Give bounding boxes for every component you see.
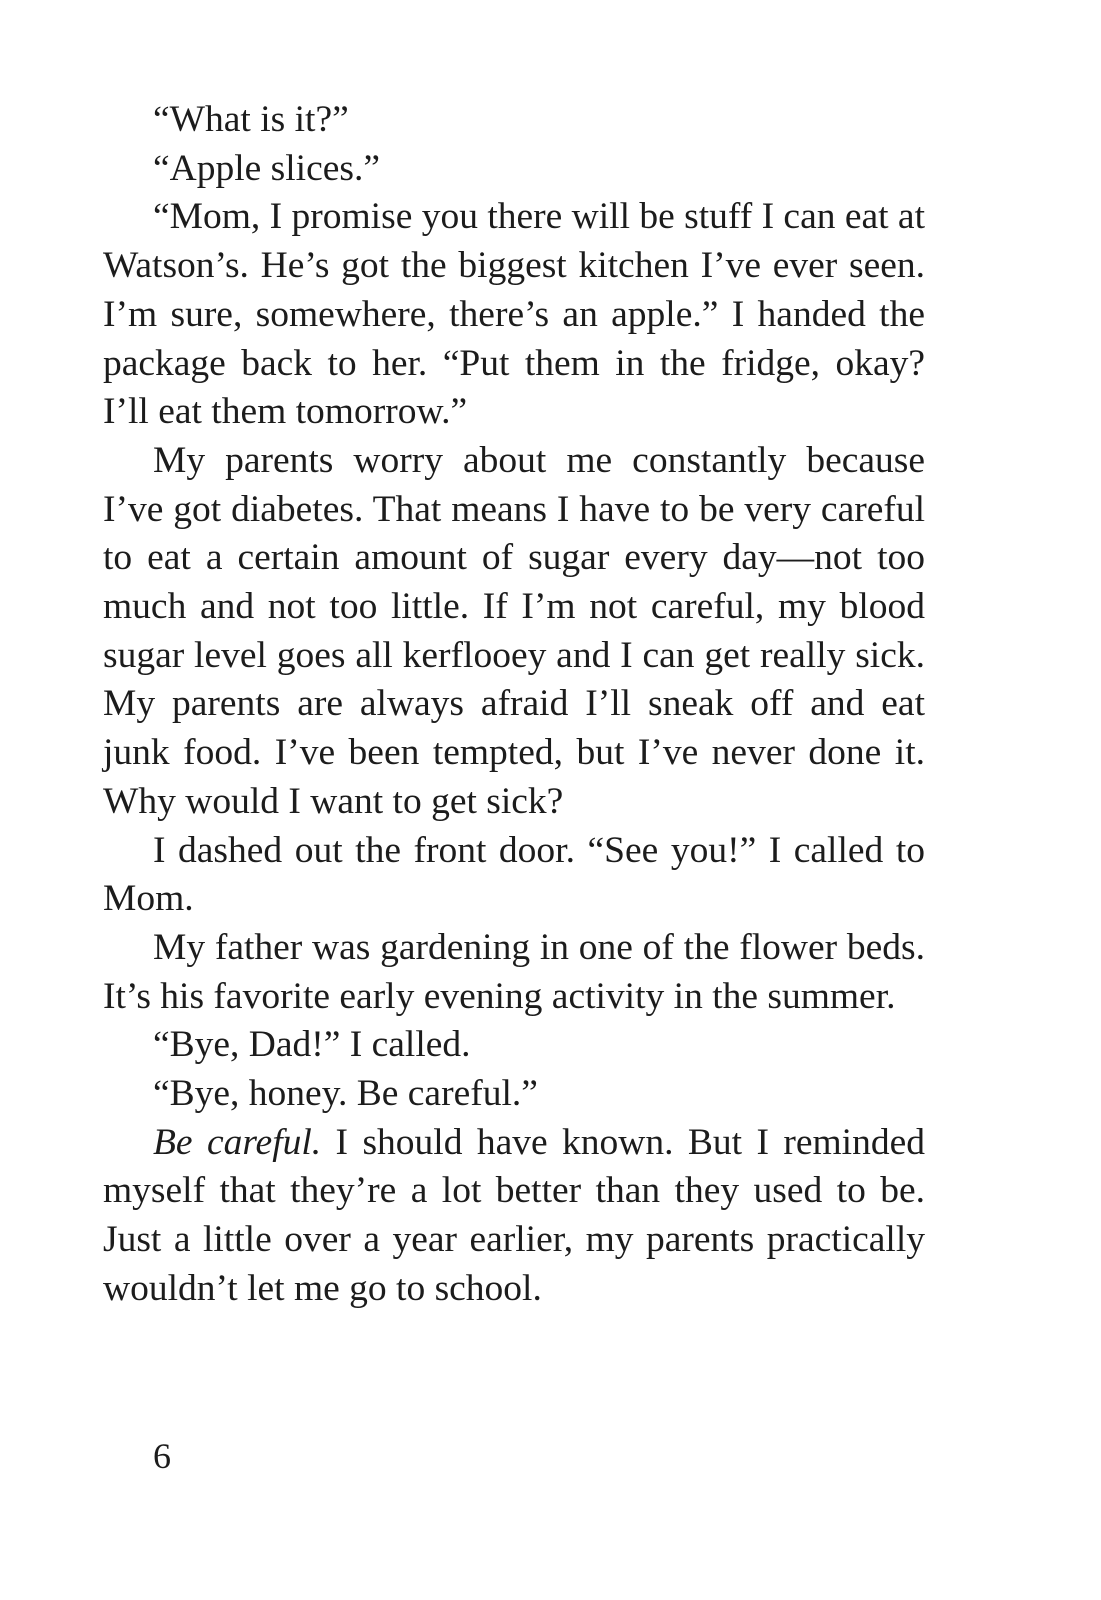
body-text	[103, 96, 925, 1314]
paragraph-8: “Bye, honey. Be careful.”	[153, 1073, 538, 1115]
italic-phrase: Be careful.	[153, 1121, 322, 1163]
paragraph-9	[103, 1119, 925, 1314]
paragraph-5: I dashed out the front door. “See you!” I called to Mom.	[103, 829, 925, 920]
paragraph-6: My father was gardening in one of the flower beds. It’s his favorite early evening activity in the summer.	[103, 926, 925, 1017]
paragraph-1: “What is it?”	[153, 99, 349, 140]
paragraph-3: “Mom, I promise you there will be stuff I can eat at Watson’s. He’s got the biggest kitchen I’ve ever seen. I’m sure, somewhere, there’s an apple.” I handed the package back to her. “Put them in the fridge, okay? I’ll eat them tomorrow.”	[103, 196, 925, 433]
paragraph-2: “Apple slices.”	[153, 147, 380, 189]
paragraph-9-text: I should have known. But I reminded myself that they’re a lot better than they used to be. Just a little over a year earlier, my parents practically wouldn’t let me go to school.	[103, 1121, 925, 1309]
page-number: 6	[153, 1436, 171, 1476]
paragraph-7: “Bye, Dad!” I called.	[153, 1024, 471, 1066]
paragraph-4: My parents worry about me constantly because I’ve got diabetes. That means I have to be very careful to eat a certain amount of sugar every day—not too much and not too little. If I’m not careful, my blood sugar level goes all kerflooey and I can get really sick. My parents are always afraid I’ll sneak off and eat junk food. I’ve been tempted, but I’ve never done it. Why would I want to get sick?	[103, 439, 925, 822]
